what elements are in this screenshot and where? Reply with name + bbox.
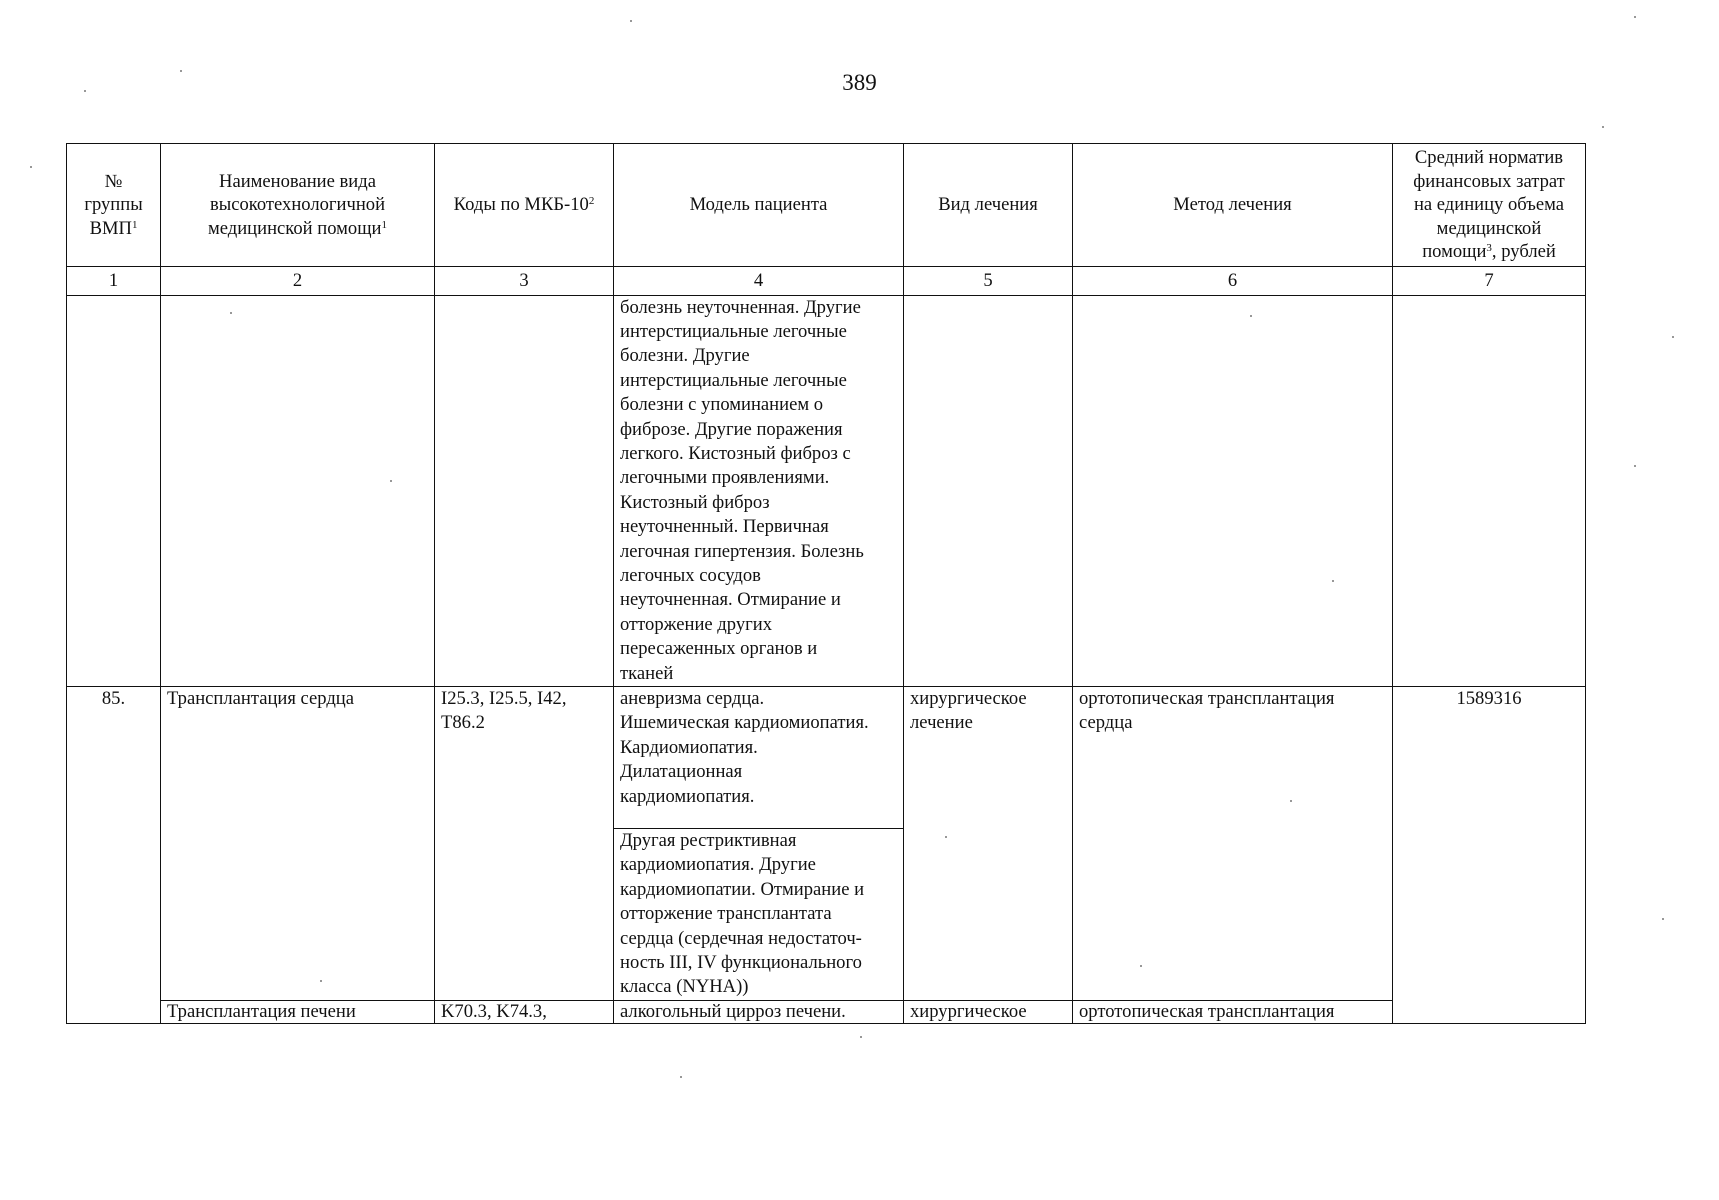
scan-speck [180, 70, 182, 72]
continuation-row [67, 295, 1586, 687]
care-type-liver: Трансплантация печени [161, 1000, 435, 1023]
scan-speck [84, 90, 86, 92]
scan-speck [1140, 965, 1142, 967]
scan-speck [320, 980, 322, 982]
header-care-type-name: Наименование вида высокотехнологичной медицинской помощи$^1$ [161, 144, 435, 267]
scan-speck [860, 1036, 862, 1038]
column-number: 6 [1073, 266, 1393, 295]
column-number: 4 [614, 266, 904, 295]
scan-speck [1332, 580, 1334, 582]
scan-speck [945, 836, 947, 838]
scan-speck [390, 480, 392, 482]
header-average-cost: Средний норматив финансовых затрат на единицу объема медицинской помощи$^3$, рублей [1393, 144, 1586, 267]
cell-empty [1073, 295, 1393, 687]
average-cost-cell: 1589316 [1393, 687, 1586, 1024]
cell-empty [435, 295, 614, 687]
cell-empty [67, 295, 161, 687]
cell-empty [1393, 295, 1586, 687]
cell-empty [161, 295, 435, 687]
treatment-method-liver: ортотопическая трансплантация [1073, 1000, 1393, 1023]
treatment-type-heart: хирургическое лечение [904, 687, 1073, 1001]
scan-speck [1672, 336, 1674, 338]
header-group-number: № группы ВМП$^1$ [67, 144, 161, 267]
column-number: 1 [67, 266, 161, 295]
icd-codes-heart: I25.3, I25.5, I42, T86.2 [435, 687, 614, 1001]
column-number-row [67, 266, 1586, 295]
column-number: 2 [161, 266, 435, 295]
patient-model-continuation: болезнь неуточненная. Другие интерстициальные легочные болезни. Другие интерстициальные легочные болезни с упоминанием о фиброзе. Другие поражения легкого. Кистозный фиброз с легочными проявлениями. Кистозный фиброз неуточненный. Первичная легочная гипертензия. Болезнь легочных сосудов неуточненная. Отмирание и отторжение других пересаженных органов и тканей [614, 295, 904, 687]
care-type-heart: Трансплантация сердца [161, 687, 435, 1001]
header-patient-model: Модель пациента [614, 144, 904, 267]
scan-speck [30, 166, 32, 168]
scan-speck [1662, 918, 1664, 920]
header-treatment-type: Вид лечения [904, 144, 1073, 267]
column-number: 3 [435, 266, 614, 295]
treatment-method-heart: ортотопическая трансплантация сердца [1073, 687, 1393, 1001]
scan-speck [230, 312, 232, 314]
scan-speck [1634, 465, 1636, 467]
scan-speck [680, 1076, 682, 1078]
header-treatment-method: Метод лечения [1073, 144, 1393, 267]
scan-speck [1602, 126, 1604, 128]
column-number: 7 [1393, 266, 1586, 295]
table-row-heart-transplant [67, 687, 1586, 829]
treatment-type-liver: хирургическое [904, 1000, 1073, 1023]
patient-model-liver: алкогольный цирроз печени. [614, 1000, 904, 1023]
scan-speck [1634, 16, 1636, 18]
table-row-liver-transplant [67, 1000, 1586, 1023]
cell-empty [904, 295, 1073, 687]
scan-speck [630, 20, 632, 22]
group-number-cell: 85. [67, 687, 161, 1024]
scan-speck [1290, 800, 1292, 802]
vmp-table [66, 143, 1586, 1024]
icd-codes-liver: K70.3, K74.3, [435, 1000, 614, 1023]
scan-speck [1250, 315, 1252, 317]
header-icd-codes: Коды по МКБ-$10^2$ [435, 144, 614, 267]
patient-model-heart-1: аневризма сердца. Ишемическая кардиомиопатия. Кардиомиопатия. Дилатационная кардиомиопатия. [614, 687, 904, 829]
page-number: 389 [842, 70, 877, 95]
patient-model-heart-2: Другая рестриктивная кардиомиопатия. Другие кардиомиопатии. Отмирание и отторжение трансплантата сердца (сердечная недостаточ- ность III, IV функционального класса (NYHA)) [614, 829, 904, 1001]
column-number: 5 [904, 266, 1073, 295]
header-row [67, 144, 1586, 267]
